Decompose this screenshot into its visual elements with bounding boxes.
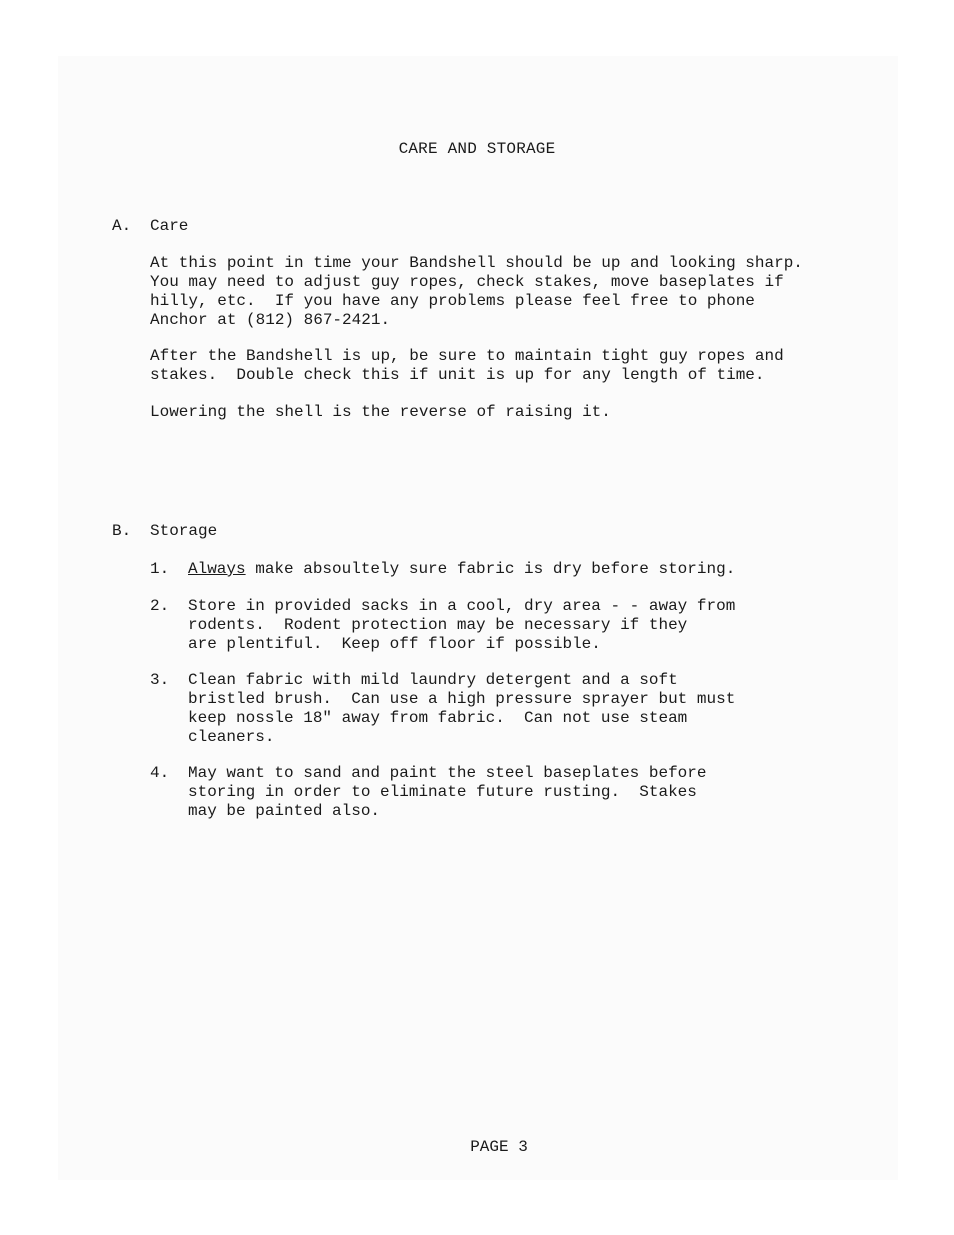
storage-item-line: Store in provided sacks in a cool, dry area - - away from — [188, 597, 736, 615]
section-a-heading: Care — [150, 217, 189, 235]
storage-item-number: 1. — [150, 560, 170, 578]
care-paragraph-1-line: At this point in time your Bandshell should be up and looking sharp. — [150, 254, 803, 272]
storage-item-number: 4. — [150, 764, 170, 782]
storage-item-number: 2. — [150, 597, 170, 615]
document-title: CARE AND STORAGE — [398, 140, 556, 158]
care-paragraph-3-line: Lowering the shell is the reverse of raising it. — [150, 403, 611, 421]
care-paragraph-1-line: hilly, etc. If you have any problems please feel free to phone — [150, 292, 755, 310]
storage-item-line: may be painted also. — [188, 802, 381, 820]
care-paragraph-1 — [150, 254, 803, 330]
care-paragraph-2-line: After the Bandshell is up, be sure to maintain tight guy ropes and — [150, 347, 784, 365]
section-b-heading: Storage — [150, 522, 218, 540]
section-a-letter: A. — [112, 217, 132, 235]
storage-item-text: make absoultely sure fabric is dry before storing. — [245, 560, 736, 578]
care-paragraph-2 — [150, 347, 784, 385]
storage-item-line: Clean fabric with mild laundry detergent and a soft — [188, 671, 678, 689]
storage-item-line: bristled brush. Can use a high pressure sprayer but must — [188, 690, 736, 708]
section-b-letter: B. — [112, 522, 132, 540]
storage-item-line: storing in order to eliminate future rusting. Stakes — [188, 783, 697, 801]
care-paragraph-2-line: stakes. Double check this if unit is up for any length of time. — [150, 366, 765, 384]
storage-item-line: keep nossle 18" away from fabric. Can not use steam — [188, 709, 688, 727]
storage-item-4 — [188, 764, 706, 821]
storage-item-line: May want to sand and paint the steel baseplates before — [188, 764, 707, 782]
care-paragraph-1-line: You may need to adjust guy ropes, check stakes, move baseplates if — [150, 273, 784, 291]
care-paragraph-3 — [150, 403, 611, 422]
storage-item-3 — [188, 671, 735, 747]
storage-item-line: rodents. Rodent protection may be necessary if they — [188, 616, 688, 634]
storage-item-1 — [188, 560, 735, 579]
storage-item-number: 3. — [150, 671, 170, 689]
page-number: PAGE 3 — [470, 1138, 528, 1156]
storage-item-line: cleaners. — [188, 728, 275, 746]
storage-item-line: are plentiful. Keep off floor if possible. — [188, 635, 601, 653]
emphasis-text: Always — [188, 560, 246, 578]
storage-item-2 — [188, 597, 735, 654]
care-paragraph-1-line: Anchor at (812) 867-2421. — [150, 311, 391, 329]
